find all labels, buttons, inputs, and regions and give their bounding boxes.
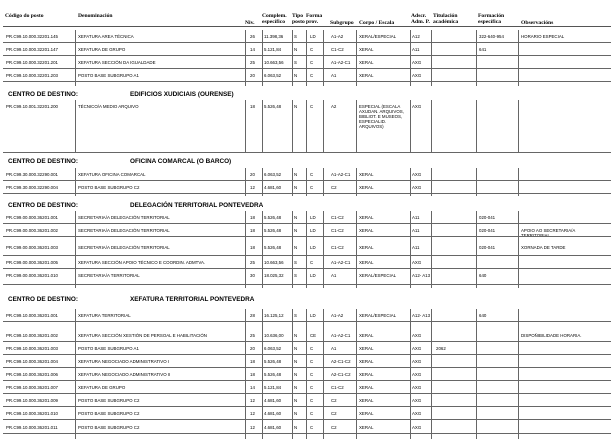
centre-label: CENTRO DE DESTINO: <box>8 202 78 209</box>
header-codigo: Código do posto <box>5 13 44 19</box>
cell-code: PR.C99.10.000.36201.003 <box>6 346 58 351</box>
header-formacion: Formación específica <box>478 13 505 25</box>
cell-sub: C1-C2 <box>331 47 344 52</box>
cell-comp: 6.063,52 <box>264 73 282 78</box>
cell-denom: POSTO BASE SUBGRUPO C2 <box>78 425 140 430</box>
cell-comp: 4.681,60 <box>264 425 282 430</box>
cell-tipo: N <box>294 172 298 177</box>
grid-line <box>518 168 519 196</box>
cell-niv: 25 <box>250 260 255 265</box>
grid-line <box>323 168 324 196</box>
header-corpo: Corpo / Escala <box>359 20 395 26</box>
header-niv: Niv. <box>245 20 255 26</box>
row-separator <box>3 42 611 43</box>
cell-forma: C <box>310 185 314 190</box>
cell-adscr: AXG <box>412 333 422 338</box>
cell-denom: XEFATURA DE GRUPO <box>78 385 126 390</box>
cell-comp: 10.663,56 <box>264 260 284 265</box>
cell-denom: XEFATURA AREA TÉCNICA <box>78 34 134 39</box>
grid-line <box>262 168 263 196</box>
centre-label: CENTRO DE DESTINO: <box>8 296 78 303</box>
cell-sub: C2 <box>331 185 337 190</box>
cell-adscr: AXG <box>412 398 422 403</box>
cell-adscr: AXG <box>412 172 422 177</box>
cell-denom: SECRETARIA/A DELEGACIÓN TERRITORIAL <box>78 245 170 250</box>
grid-line <box>262 30 263 86</box>
cell-code: PR.C99.10.000.36201.001 <box>6 313 58 318</box>
cell-code: PR.C99.10.000.32201.145 <box>6 34 58 39</box>
cell-comp: 4.681,60 <box>264 185 282 190</box>
cell-code: PR.C99.30.000.32290.001 <box>6 172 58 177</box>
row-separator <box>3 180 611 181</box>
cell-comp: 18.025,32 <box>264 273 284 278</box>
cell-forma: C <box>310 398 314 403</box>
cell-denom: POSTO BASE SUBGRUPO C2 <box>78 185 140 190</box>
cell-comp: 5.526,48 <box>264 228 282 233</box>
header-denominacion: Denominación <box>78 13 113 19</box>
cell-corpo: ESPECIAL (ESCALA AXUDAN. ARQUIVOS, BIBLIOT. E MUSEOS, ESPECIALID. ARQUIVOS) <box>359 104 404 129</box>
header-observacions: Observacións <box>521 20 554 26</box>
grid-line <box>476 168 477 196</box>
cell-sub: C2 <box>331 398 337 403</box>
cell-adscr: A11 <box>412 245 420 250</box>
cell-adscr: AXG <box>412 185 422 190</box>
cell-sub: A1-A2-C1 <box>331 333 351 338</box>
cell-denom: SECRETARIA/A DELEGACIÓN TERRITORIAL <box>78 228 170 233</box>
cell-comp: 5.526,48 <box>264 215 282 220</box>
row-separator <box>3 367 611 368</box>
cell-sub: A1 <box>331 346 337 351</box>
cell-forma: LD <box>310 313 316 318</box>
cell-form: 322-640-954 <box>479 34 504 39</box>
centre-name: DELEGACIÓN TERRITORIAL PONTEVEDRA <box>130 202 264 209</box>
cell-denom: POSTO BASE SUBGRUPO A1 <box>78 346 139 351</box>
cell-denom: XEFATURA SECCIÓN XESTIÓN DE PERSOAL E HABILITACIÓN <box>78 333 207 338</box>
cell-adscr: AXG <box>412 73 422 78</box>
cell-comp: 5.526,48 <box>264 245 282 250</box>
cell-tipo: N <box>294 185 298 190</box>
cell-code: PR.C99.10.000.36201.009 <box>6 398 58 403</box>
cell-forma: C <box>310 47 314 52</box>
cell-comp: 4.681,60 <box>264 411 282 416</box>
row-separator <box>3 68 611 69</box>
grid-line <box>323 30 324 86</box>
cell-adscr: AXG <box>412 346 422 351</box>
cell-tipo: N <box>294 425 298 430</box>
cell-forma: C <box>310 372 314 377</box>
cell-tipo: S <box>294 313 297 318</box>
cell-denom: XEFATURA SECCIÓN APOIO TÉCNICO E COORDIN. ADMTVA. <box>78 260 206 265</box>
cell-comp: 16.125,12 <box>264 313 284 318</box>
cell-code: PR.C99.10.000.36201.010 <box>6 411 58 416</box>
cell-forma: LD <box>310 34 316 39</box>
cell-comp: 5.526,48 <box>264 372 282 377</box>
cell-adscr: A11 <box>412 215 420 220</box>
cell-tipo: N <box>294 346 298 351</box>
cell-corpo: XERAL <box>359 425 374 430</box>
cell-niv: 20 <box>250 73 255 78</box>
cell-corpo: XERAL <box>359 245 374 250</box>
cell-comp: 5.526,48 <box>264 104 282 109</box>
cell-sub: C1-C2 <box>331 228 344 233</box>
grid-line <box>75 30 76 86</box>
cell-adscr: A12- A13 <box>412 273 431 278</box>
cell-sub: A1-A2-C1 <box>331 60 351 65</box>
cell-comp: 10.663,56 <box>264 60 284 65</box>
row-separator <box>3 341 611 342</box>
cell-tipo: N <box>294 372 298 377</box>
cell-sub: A1 <box>331 273 337 278</box>
cell-code: PR.C99.00.000.36201.003 <box>6 245 58 250</box>
cell-forma: LD <box>310 228 316 233</box>
cell-adscr: A11 <box>412 47 420 52</box>
cell-niv: 28 <box>250 313 255 318</box>
cell-code: PR.C99.00.000.36201.002 <box>6 228 58 233</box>
cell-corpo: XERAL <box>359 385 374 390</box>
grid-line <box>306 100 307 152</box>
cell-adscr: AXG <box>412 411 422 416</box>
cell-adscr: AXG <box>412 359 422 364</box>
cell-niv: 18 <box>250 228 255 233</box>
grid-line <box>245 168 246 196</box>
cell-niv: 12 <box>250 398 255 403</box>
grid-line <box>292 30 293 86</box>
cell-niv: 18 <box>250 372 255 377</box>
cell-denom: SECRETARIA/A TERRITORIAL <box>78 273 140 278</box>
cell-corpo: XERAL <box>359 47 374 52</box>
cell-denom: XEFATURA OFICINA COMARCAL <box>78 172 146 177</box>
row-separator <box>3 433 611 434</box>
cell-form: 020-041 <box>479 245 496 250</box>
grid-line <box>431 168 432 196</box>
cell-form: 020-041 <box>479 215 496 220</box>
cell-sub: A1 <box>331 73 337 78</box>
grid-line <box>431 100 432 152</box>
centre-label: CENTRO DE DESTINO: <box>8 91 78 98</box>
grid-line <box>292 168 293 196</box>
grid-line <box>356 100 357 152</box>
cell-niv: 30 <box>250 273 255 278</box>
cell-adscr: AXG <box>412 104 422 109</box>
cell-sub: A1-A2 <box>331 313 344 318</box>
row-separator <box>3 268 611 269</box>
cell-code: PR.C99.10.000.36201.011 <box>6 425 58 430</box>
cell-denom: XEFATURA NEGOCIADO ADMINISTRATIVO I <box>78 359 170 364</box>
cell-niv: 18 <box>250 245 255 250</box>
row-separator <box>3 255 611 256</box>
grid-line <box>75 168 76 196</box>
cell-forma: C <box>310 104 314 109</box>
cell-tipo: N <box>294 411 298 416</box>
cell-niv: 14 <box>250 47 255 52</box>
cell-sub: C1-C2 <box>331 245 344 250</box>
cell-obs: APOIO AO SECRETARIA/A TERRITORIAL <box>521 228 576 238</box>
grid-line <box>356 168 357 196</box>
row-separator <box>3 406 611 407</box>
cell-tipo: S <box>294 260 297 265</box>
cell-tipo: N <box>294 228 298 233</box>
grid-line <box>245 100 246 152</box>
cell-comp: 11.398,36 <box>264 34 284 39</box>
row-separator <box>3 321 611 322</box>
cell-denom: POSTO BASE SUBGRUPO A1 <box>78 73 139 78</box>
cell-corpo: XERAL <box>359 398 374 403</box>
cell-niv: 14 <box>250 385 255 390</box>
cell-adscr: AXG <box>412 260 422 265</box>
cell-sub: A1-A2-C1 <box>331 172 351 177</box>
cell-sub: C2 <box>331 411 337 416</box>
cell-corpo: XERAL <box>359 260 374 265</box>
cell-sub: A2-C1-C2 <box>331 359 351 364</box>
cell-form: 640 <box>479 313 487 318</box>
row-separator <box>3 81 611 82</box>
cell-comp: 4.681,60 <box>264 398 282 403</box>
cell-denom: SECRETARIA/A DELEGACIÓN TERRITORIAL <box>78 215 170 220</box>
row-separator <box>3 380 611 381</box>
centre-name: XEFATURA TERRITORIAL PONTEVEDRA <box>130 296 255 303</box>
cell-corpo: XERAL <box>359 73 374 78</box>
row-separator <box>3 354 611 355</box>
cell-sub: A1-A2 <box>331 34 344 39</box>
cell-sub: A2 <box>331 104 337 109</box>
grid-line <box>75 100 76 152</box>
cell-corpo: XERAL <box>359 185 374 190</box>
cell-corpo: XERAL/ESPECIAL <box>359 34 397 39</box>
cell-corpo: XERAL/ESPECIAL <box>359 313 397 318</box>
header-adscr: Adscr. Adm. P. <box>411 13 430 25</box>
cell-forma: LD <box>310 245 316 250</box>
cell-code: PR.C99.10.000.36201.006 <box>6 372 58 377</box>
cell-niv: 20 <box>250 172 255 177</box>
cell-sub: A2-C1-C2 <box>331 372 351 377</box>
grid-line <box>476 100 477 152</box>
cell-niv: 25 <box>250 333 255 338</box>
header-complem: Complem. específico <box>262 13 287 25</box>
cell-corpo: XERAL <box>359 172 374 177</box>
cell-comp: 10.636,00 <box>264 333 284 338</box>
grid-line <box>306 30 307 86</box>
cell-code: PR.C99.10.000.32201.147 <box>6 47 58 52</box>
cell-comp: 5.121,84 <box>264 47 282 52</box>
cell-code: PR.C99.10.000.36201.007 <box>6 385 58 390</box>
grid-line <box>476 30 477 86</box>
cell-corpo: XERAL <box>359 372 374 377</box>
cell-code: PR.C99.10.001.32201.200 <box>6 104 58 109</box>
cell-tipo: N <box>294 385 298 390</box>
header-rule <box>3 26 611 27</box>
grid-line <box>410 168 411 196</box>
header-tipo: Tipo posto <box>292 13 305 25</box>
cell-sub: A1-A2-C1 <box>331 260 351 265</box>
cell-obs: DISPOÑIBILIDADE HORARIA. <box>521 333 582 338</box>
cell-denom: TÉCNICO/A MEDIO ARQUIVO <box>78 104 139 109</box>
cell-denom: XEFATURA SECCIÓN DA IGUALDADE <box>78 60 156 65</box>
cell-tipo: N <box>294 73 298 78</box>
row-separator <box>3 152 611 153</box>
cell-denom: XEFATURA TERRITORIAL <box>78 313 131 318</box>
cell-comp: 5.526,48 <box>264 359 282 364</box>
grid-line <box>262 100 263 152</box>
cell-corpo: XERAL <box>359 359 374 364</box>
cell-adscr: AXG <box>412 372 422 377</box>
cell-corpo: XERAL <box>359 333 374 338</box>
cell-form: 640 <box>479 273 487 278</box>
header-forma: Forma prov. <box>306 13 323 25</box>
cell-forma: CE <box>310 333 317 338</box>
cell-form: 020-041 <box>479 228 496 233</box>
cell-forma: C <box>310 411 314 416</box>
cell-tipo: N <box>294 47 298 52</box>
cell-niv: 25 <box>250 60 255 65</box>
grid-line <box>292 100 293 152</box>
cell-forma: LD <box>310 215 316 220</box>
cell-sub: C1-C2 <box>331 215 344 220</box>
row-separator <box>3 55 611 56</box>
cell-corpo: XERAL <box>359 346 374 351</box>
cell-code: PR.C99.10.000.32201.203 <box>6 73 58 78</box>
grid-line <box>356 30 357 86</box>
cell-form: 641 <box>479 47 487 52</box>
cell-corpo: XERAL <box>359 60 374 65</box>
cell-sub: C1-C2 <box>331 385 344 390</box>
centre-name: EDIFICIOS XUDICIAIS (OURENSE) <box>130 91 234 98</box>
cell-adscr: AXG <box>412 385 422 390</box>
cell-corpo: XERAL <box>359 228 374 233</box>
grid-line <box>245 30 246 86</box>
cell-code: PR.C99.00.000.36201.010 <box>6 273 58 278</box>
cell-code: PR.C99.00.000.36201.001 <box>6 215 58 220</box>
grid-line <box>410 100 411 152</box>
cell-tipo: N <box>294 333 298 338</box>
cell-tipo: N <box>294 359 298 364</box>
grid-line <box>431 30 432 86</box>
cell-tipo: S <box>294 60 297 65</box>
row-separator <box>3 393 611 394</box>
cell-tipo: N <box>294 398 298 403</box>
cell-denom: POSTO BASE SUBGRUPO C2 <box>78 411 140 416</box>
cell-code: PR.C99.00.000.36201.005 <box>6 260 58 265</box>
cell-niv: 12 <box>250 185 255 190</box>
row-separator <box>3 236 611 237</box>
header-titulacion: Titulación académica <box>433 13 459 25</box>
cell-sub: C2 <box>331 425 337 430</box>
grid-line <box>518 100 519 152</box>
centre-label: CENTRO DE DESTINO: <box>8 158 78 165</box>
grid-line <box>323 100 324 152</box>
row-separator <box>3 419 611 420</box>
cell-corpo: XERAL <box>359 411 374 416</box>
cell-tipo: N <box>294 245 298 250</box>
cell-forma: C <box>310 73 314 78</box>
cell-corpo: XERAL <box>359 215 374 220</box>
cell-code: PR.C99.10.000.32201.201 <box>6 60 58 65</box>
centre-name: OFICINA COMARCAL (O BARCO) <box>130 158 232 165</box>
header-subgrupo: Subgrupo <box>330 20 354 26</box>
cell-adscr: AXG <box>412 425 422 430</box>
grid-line <box>518 30 519 86</box>
cell-forma: C <box>310 346 314 351</box>
cell-adscr: A12- A13 <box>412 313 431 318</box>
cell-tipo: S <box>294 273 297 278</box>
cell-niv: 12 <box>250 425 255 430</box>
cell-forma: C <box>310 60 314 65</box>
cell-comp: 6.063,52 <box>264 346 282 351</box>
row-separator <box>3 284 611 285</box>
cell-forma: LD <box>310 273 316 278</box>
cell-corpo: XERAL/ESPECIAL <box>359 273 397 278</box>
cell-adscr: A11 <box>412 228 420 233</box>
cell-niv: 18 <box>250 104 255 109</box>
cell-tipo: N <box>294 215 298 220</box>
cell-adscr: AXG <box>412 60 422 65</box>
cell-denom: XEFATURA DE GRUPO <box>78 47 126 52</box>
cell-denom: XEFATURA NEGOCIADO ADMINISTRATIVO II <box>78 372 171 377</box>
cell-obs: XORNADA DE TARDE <box>521 245 566 250</box>
grid-line <box>306 168 307 196</box>
cell-comp: 5.121,84 <box>264 385 282 390</box>
cell-tipo: S <box>294 34 297 39</box>
cell-code: PR.C99.30.000.32290.004 <box>6 185 58 190</box>
cell-forma: C <box>310 359 314 364</box>
cell-forma: C <box>310 172 314 177</box>
grid-line <box>410 30 411 86</box>
cell-tit: 2062 <box>436 346 446 351</box>
row-separator <box>3 223 611 224</box>
cell-niv: 18 <box>250 215 255 220</box>
cell-adscr: A12 <box>412 34 420 39</box>
cell-code: PR.C99.10.000.36201.004 <box>6 359 58 364</box>
cell-forma: C <box>310 260 314 265</box>
cell-tipo: N <box>294 104 298 109</box>
cell-denom: POSTO BASE SUBGRUPO C2 <box>78 398 140 403</box>
cell-niv: 18 <box>250 359 255 364</box>
cell-niv: 12 <box>250 411 255 416</box>
row-separator <box>3 193 611 194</box>
cell-forma: C <box>310 425 314 430</box>
cell-niv: 26 <box>250 34 255 39</box>
cell-obs: HORARIO ESPECIAL <box>521 34 565 39</box>
cell-forma: C <box>310 385 314 390</box>
cell-niv: 20 <box>250 346 255 351</box>
cell-code: PR.C99.10.000.36201.002 <box>6 333 58 338</box>
cell-comp: 6.063,52 <box>264 172 282 177</box>
